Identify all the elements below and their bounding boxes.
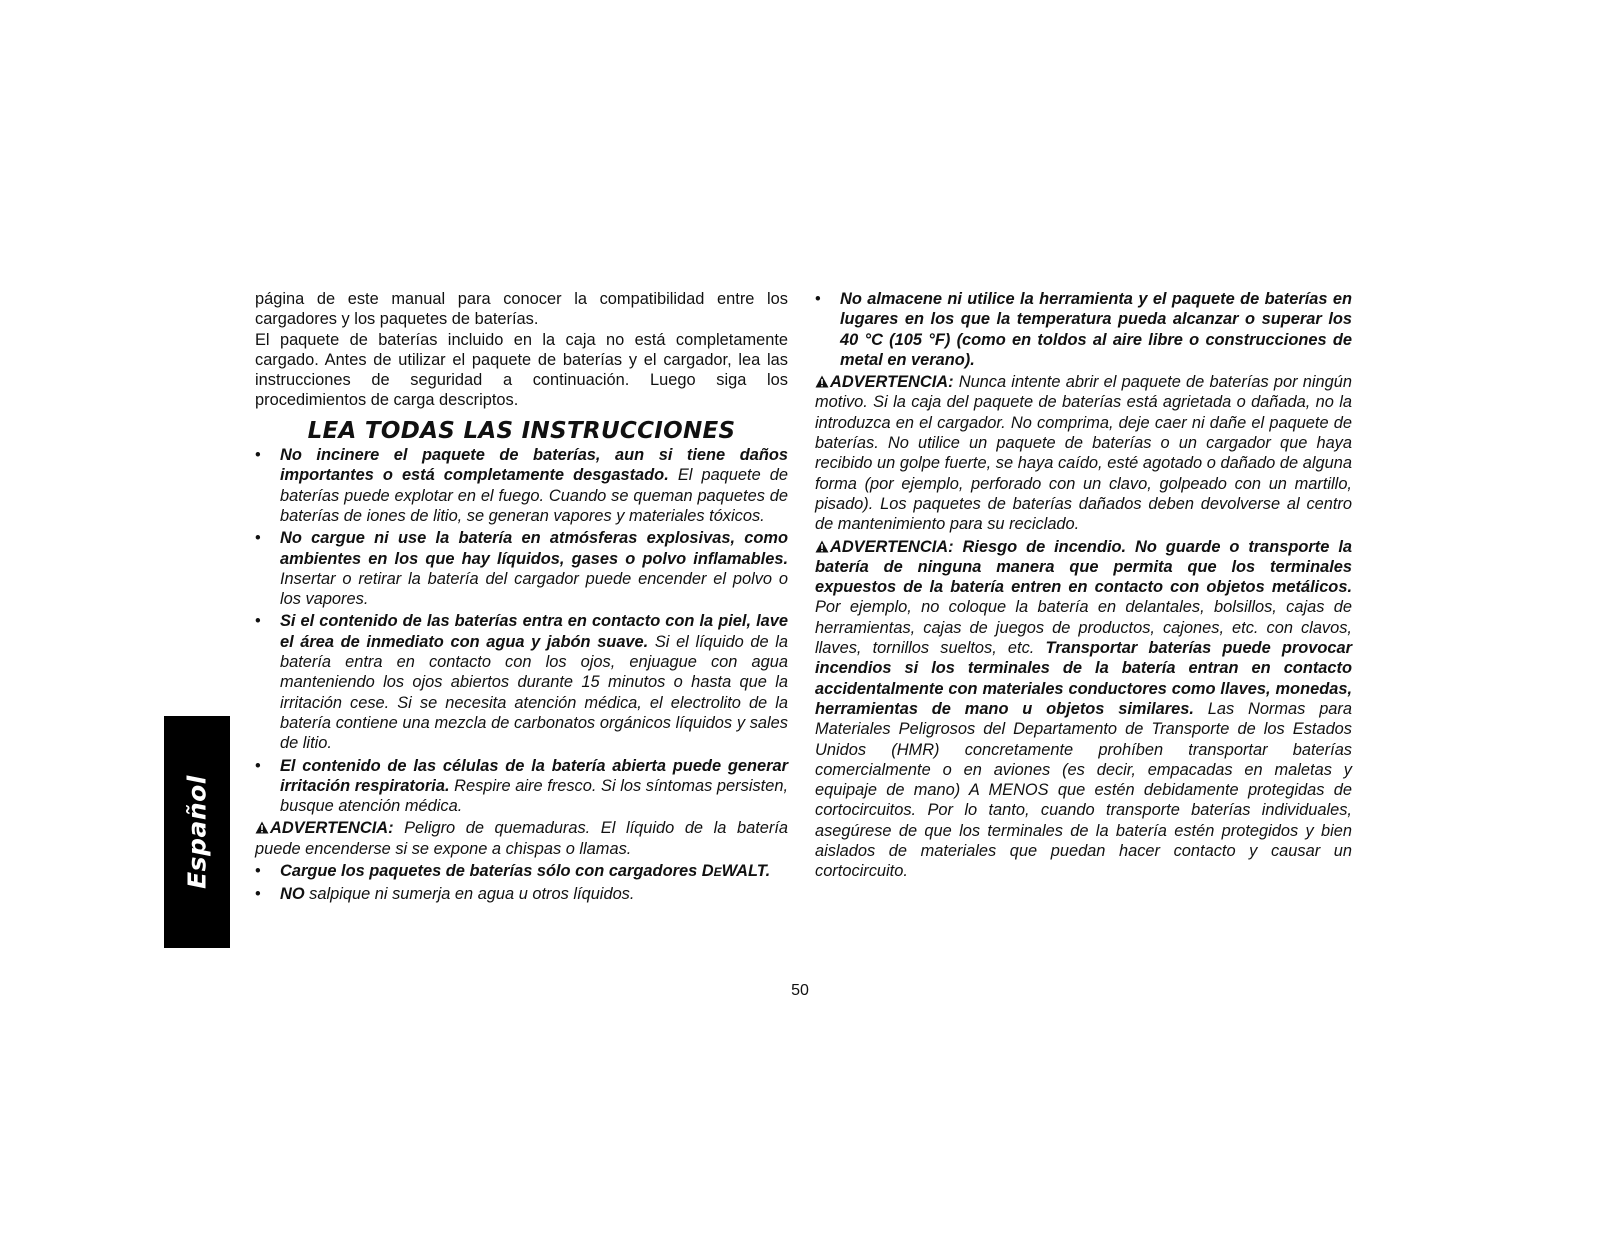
warning-triangle-icon [255,821,269,834]
safety-bullet: • NO salpique ni sumerja en agua u otros líquidos. [255,885,635,904]
warning-label: ADVERTENCIA: [270,819,394,838]
safety-bullet: • Si el contenido de las baterías entra en contacto con la piel, lave el área de inmediato con agua y jabón suave. Si el líquido de la batería entra en contacto con los ojos, enjuague con agua manteniendo los ojos abiertos durante 15 minutos o hasta que la irritación cese. Si se necesita atención médica, el electrolito de la batería contiene una mezcla de carbonatos orgánicos líquidos y sales de litio. [255,612,789,753]
language-tab-label: Español [182,775,212,889]
bullet-dot: • [815,290,821,308]
page-number: 50 [791,982,809,999]
warning-paragraph: ADVERTENCIA: Peligro de quemaduras. El líquido de la batería puede encenderse si se expone a chispas o llamas. [255,819,788,858]
warning-paragraph: ADVERTENCIA: Nunca intente abrir el paquete de baterías por ningún motivo. Si la caja del paquete de baterías está agrietada o dañada, no la introduzca en el cargador. No comprima, deje caer ni dañe el paquete de baterías. No utilice un paquete de baterías o un cargador que haya recibido un golpe fuerte, se haya caído, esté agotado o dañado de alguna forma (por ejemplo, perforado con un clavo, golpeado con un martillo, pisado). Los paquetes de baterías dañados deben devolverse al centro de mantenimiento para su reciclado. [815,373,1352,534]
right-column [815,289,1352,884]
bullet-dot: • [255,885,261,904]
safety-bullet: • El contenido de las células de la batería abierta puede generar irritación respiratoria. Respire aire fresco. Si los síntomas persisten, busque atención médica. [255,756,788,816]
warning-triangle-icon [815,540,829,553]
warning-triangle-icon [815,375,829,388]
bullet-dot: • [255,529,261,548]
safety-bullet: • No cargue ni use la batería en atmósferas explosivas, como ambientes en los que hay líquidos, gases o polvo inflamables. Insertar o retirar la batería del cargador puede encender el polvo o los vapores. [255,529,788,609]
bullet-dot: • [255,862,261,881]
section-heading: LEA TODAS LAS INSTRUCCIONES [307,417,736,444]
language-side-tab [164,716,230,948]
bullet-dot: • [255,446,261,465]
safety-bullet-list [255,445,788,816]
safety-bullet-list [815,289,1352,370]
brand-name: DEWALT. [701,862,771,881]
warning-label: ADVERTENCIA: [830,373,954,392]
intro-paragraph: El paquete de baterías incluido en la caja no está completamente cargado. Antes de utilizar el paquete de baterías y el cargador, lea las instrucciones de seguridad a continuación. Luego siga los procedimientos de carga descriptos. [255,330,788,410]
warning-label: ADVERTENCIA: [830,537,954,556]
warning-paragraph: ADVERTENCIA: Riesgo de incendio. No guarde o transporte la batería de ninguna manera que permita que los terminales expuestos de la batería entren en contacto con objetos metálicos. Por ejemplo, no coloque la batería en delantales, bolsillos, cajas de herramientas, cajas de juegos de productos, cajones, etc. con clavos, llaves, tornillos sueltos, etc. Transportar baterías puede provocar incendios si los terminales de la batería entran en contacto accidentalmente con materiales conductores como llaves, monedas, herramientas de mano u objetos similares. Las Normas para Materiales Peligrosos del Departamento de Transporte de los Estados Unidos (HMR) concretamente prohíben transportar baterías comercialmente o en aviones (es decir, empacadas en maletas y equipaje de mano) A MENOS que estén debidamente protegidas de cortocircuitos. Por lo tanto, cuando transporte baterías individuales, asegúrese de que los terminales de la batería estén protegidos y bien aislados de materiales que puedan hacer contacto y causar un cortocircuito. [815,537,1352,881]
left-column [255,289,788,907]
bullet-dot: • [255,756,261,775]
bullet-dot: • [255,612,261,631]
safety-bullet: • No incinere el paquete de baterías, aun si tiene daños importantes o está completamente desgastado. El paquete de baterías puede explotar en el fuego. Cuando se queman paquetes de baterías de iones de litio, se generan vapores y materiales tóxicos. [255,446,788,525]
safety-bullet: • No almacene ni utilice la herramienta y el paquete de baterías en lugares en los que la temperatura pueda alcanzar o superar los 40 °C (105 °F) (como en toldos al aire libre o construcciones de metal en verano). [815,290,1352,369]
safety-bullet: • Cargue los paquetes de baterías sólo con cargadores DEWALT. [255,862,771,881]
intro-paragraph: página de este manual para conocer la compatibilidad entre los cargadores y los paquetes de baterías. [255,290,788,329]
safety-bullet-list [255,861,788,905]
